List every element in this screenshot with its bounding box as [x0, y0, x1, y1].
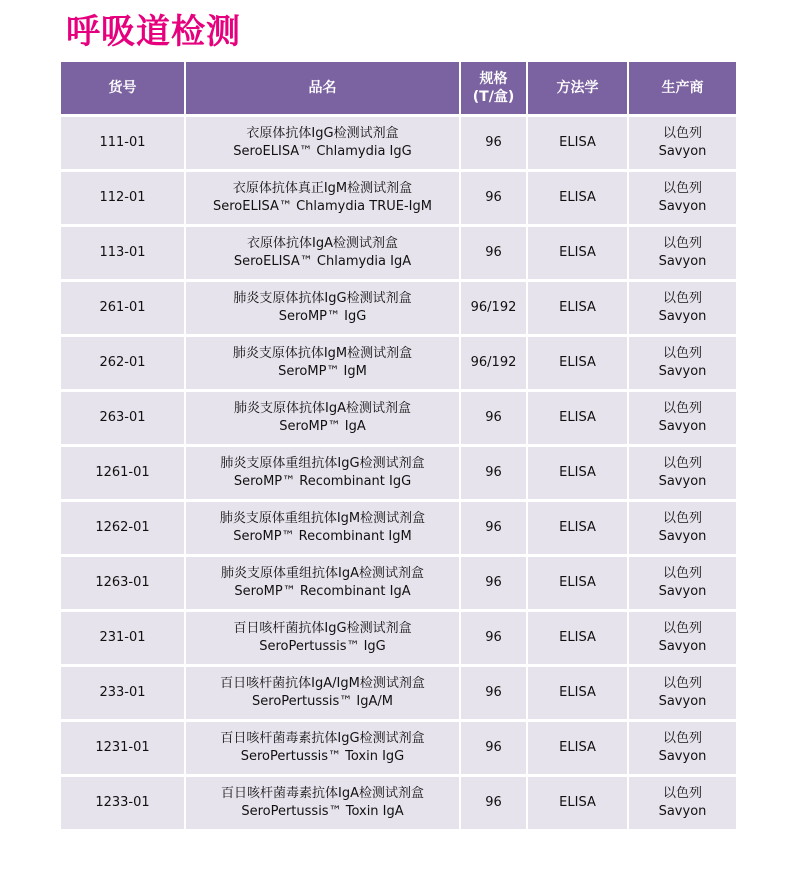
cell-method: ELISA — [528, 172, 629, 227]
product-name-en: SeroELISA™ Chlamydia TRUE-IgM — [213, 199, 432, 214]
manufacturer-country: 以色列 — [662, 731, 702, 746]
product-name-cn: 肺炎支原体重组抗体IgA检测试剂盒 — [221, 566, 424, 581]
cell-manufacturer — [629, 392, 736, 447]
cell-code: 113-01 — [61, 227, 186, 282]
cell-method: ELISA — [528, 392, 629, 447]
table-body — [61, 114, 736, 832]
product-name-en: SeroMP™ IgA — [279, 419, 366, 434]
cell-manufacturer — [629, 282, 736, 337]
page-title: 呼吸道检测 — [66, 12, 241, 52]
cell-product-name — [186, 172, 461, 227]
manufacturer-country: 以色列 — [662, 621, 702, 636]
manufacturer-country: 以色列 — [662, 346, 702, 361]
product-name-cn: 衣原体抗体真正IgM检测试剂盒 — [232, 181, 413, 196]
cell-manufacturer — [629, 227, 736, 282]
cell-code: 1261-01 — [61, 447, 186, 502]
cell-code: 1263-01 — [61, 557, 186, 612]
cell-spec: 96 — [461, 172, 528, 227]
table-row — [61, 227, 736, 282]
cell-product-name — [186, 227, 461, 282]
product-name-en: SeroELISA™ Chlamydia IgG — [233, 144, 412, 159]
manufacturer-country: 以色列 — [662, 236, 702, 251]
cell-spec: 96 — [461, 557, 528, 612]
cell-spec: 96 — [461, 777, 528, 832]
cell-method: ELISA — [528, 557, 629, 612]
manufacturer-name: Savyon — [658, 309, 707, 324]
product-name-en: SeroMP™ Recombinant IgG — [233, 474, 412, 489]
product-name-en: SeroPertussis™ IgA/M — [252, 694, 393, 709]
cell-manufacturer — [629, 667, 736, 722]
header-spec — [461, 62, 528, 114]
product-name-en: SeroMP™ Recombinant IgA — [234, 584, 411, 599]
table-row — [61, 337, 736, 392]
manufacturer-country: 以色列 — [662, 126, 702, 141]
product-name-en: SeroMP™ Recombinant IgM — [233, 529, 412, 544]
cell-code: 261-01 — [61, 282, 186, 337]
cell-code: 1233-01 — [61, 777, 186, 832]
cell-manufacturer — [629, 337, 736, 392]
table-row — [61, 447, 736, 502]
manufacturer-name: Savyon — [658, 584, 707, 599]
cell-product-name — [186, 777, 461, 832]
cell-product-name — [186, 612, 461, 667]
cell-product-name — [186, 722, 461, 777]
cell-product-name — [186, 667, 461, 722]
cell-product-name — [186, 282, 461, 337]
product-name-cn: 肺炎支原体抗体IgA检测试剂盒 — [234, 401, 411, 416]
manufacturer-name: Savyon — [658, 529, 707, 544]
cell-manufacturer — [629, 172, 736, 227]
table-row — [61, 667, 736, 722]
table-row — [61, 777, 736, 832]
cell-manufacturer — [629, 447, 736, 502]
cell-method: ELISA — [528, 337, 629, 392]
cell-method: ELISA — [528, 114, 629, 172]
product-name-cn: 百日咳杆菌毒素抗体IgG检测试剂盒 — [220, 731, 425, 746]
cell-spec: 96 — [461, 114, 528, 172]
table-row — [61, 282, 736, 337]
cell-manufacturer — [629, 722, 736, 777]
manufacturer-name: Savyon — [658, 364, 707, 379]
cell-product-name — [186, 337, 461, 392]
header-code: 货号 — [61, 62, 186, 114]
cell-spec: 96/192 — [461, 337, 528, 392]
product-name-cn: 肺炎支原体重组抗体IgG检测试剂盒 — [220, 456, 425, 471]
product-name-cn: 肺炎支原体重组抗体IgM检测试剂盒 — [219, 511, 426, 526]
product-name-en: SeroELISA™ Chlamydia IgA — [233, 254, 412, 269]
header-method: 方法学 — [528, 62, 629, 114]
product-name-en: SeroPertussis™ Toxin IgA — [241, 804, 404, 819]
cell-method: ELISA — [528, 777, 629, 832]
header-spec-line2: (T/盒) — [472, 89, 515, 105]
product-name-cn: 百日咳杆菌毒素抗体IgA检测试剂盒 — [221, 786, 424, 801]
cell-product-name — [186, 447, 461, 502]
manufacturer-country: 以色列 — [662, 401, 702, 416]
cell-manufacturer — [629, 557, 736, 612]
manufacturer-country: 以色列 — [662, 291, 702, 306]
cell-spec: 96 — [461, 502, 528, 557]
manufacturer-country: 以色列 — [662, 511, 702, 526]
cell-spec: 96 — [461, 722, 528, 777]
manufacturer-name: Savyon — [658, 419, 707, 434]
cell-method: ELISA — [528, 447, 629, 502]
product-name-cn: 衣原体抗体IgG检测试剂盒 — [246, 126, 399, 141]
cell-product-name — [186, 557, 461, 612]
cell-spec: 96 — [461, 667, 528, 722]
cell-product-name — [186, 392, 461, 447]
cell-manufacturer — [629, 612, 736, 667]
table-row — [61, 114, 736, 172]
cell-code: 111-01 — [61, 114, 186, 172]
product-name-en: SeroPertussis™ Toxin IgG — [240, 749, 405, 764]
cell-method: ELISA — [528, 502, 629, 557]
cell-method: ELISA — [528, 612, 629, 667]
cell-product-name — [186, 114, 461, 172]
cell-spec: 96 — [461, 447, 528, 502]
product-name-cn: 百日咳杆菌抗体IgA/IgM检测试剂盒 — [220, 676, 425, 691]
cell-manufacturer — [629, 114, 736, 172]
table-row — [61, 172, 736, 227]
cell-method: ELISA — [528, 282, 629, 337]
manufacturer-name: Savyon — [658, 749, 707, 764]
cell-spec: 96 — [461, 392, 528, 447]
manufacturer-name: Savyon — [658, 694, 707, 709]
cell-method: ELISA — [528, 227, 629, 282]
manufacturer-name: Savyon — [658, 144, 707, 159]
product-name-en: SeroMP™ IgG — [278, 309, 367, 324]
cell-code: 262-01 — [61, 337, 186, 392]
cell-code: 1262-01 — [61, 502, 186, 557]
cell-code: 112-01 — [61, 172, 186, 227]
product-table — [61, 62, 736, 832]
table-row — [61, 557, 736, 612]
manufacturer-name: Savyon — [658, 639, 707, 654]
cell-code: 1231-01 — [61, 722, 186, 777]
manufacturer-country: 以色列 — [662, 786, 702, 801]
header-name: 品名 — [186, 62, 461, 114]
product-name-en: SeroPertussis™ IgG — [259, 639, 386, 654]
product-name-cn: 肺炎支原体抗体IgM检测试剂盒 — [232, 346, 413, 361]
manufacturer-name: Savyon — [658, 199, 707, 214]
table-row — [61, 722, 736, 777]
manufacturer-name: Savyon — [658, 804, 707, 819]
cell-manufacturer — [629, 777, 736, 832]
cell-code: 233-01 — [61, 667, 186, 722]
cell-code: 263-01 — [61, 392, 186, 447]
manufacturer-country: 以色列 — [662, 456, 702, 471]
cell-method: ELISA — [528, 667, 629, 722]
table-row — [61, 392, 736, 447]
manufacturer-name: Savyon — [658, 474, 707, 489]
cell-spec: 96/192 — [461, 282, 528, 337]
header-manufacturer: 生产商 — [629, 62, 736, 114]
product-name-cn: 百日咳杆菌抗体IgG检测试剂盒 — [233, 621, 412, 636]
cell-spec: 96 — [461, 227, 528, 282]
header-spec-line1: 规格 — [479, 71, 508, 87]
table-header — [61, 62, 736, 114]
cell-method: ELISA — [528, 722, 629, 777]
table-row — [61, 612, 736, 667]
manufacturer-name: Savyon — [658, 254, 707, 269]
cell-product-name — [186, 502, 461, 557]
product-name-cn: 肺炎支原体抗体IgG检测试剂盒 — [233, 291, 412, 306]
manufacturer-country: 以色列 — [662, 676, 702, 691]
cell-manufacturer — [629, 502, 736, 557]
cell-spec: 96 — [461, 612, 528, 667]
product-name-cn: 衣原体抗体IgA检测试剂盒 — [247, 236, 398, 251]
table-row — [61, 502, 736, 557]
manufacturer-country: 以色列 — [662, 181, 702, 196]
header-row — [61, 62, 736, 114]
cell-code: 231-01 — [61, 612, 186, 667]
manufacturer-country: 以色列 — [662, 566, 702, 581]
product-name-en: SeroMP™ IgM — [278, 364, 367, 379]
